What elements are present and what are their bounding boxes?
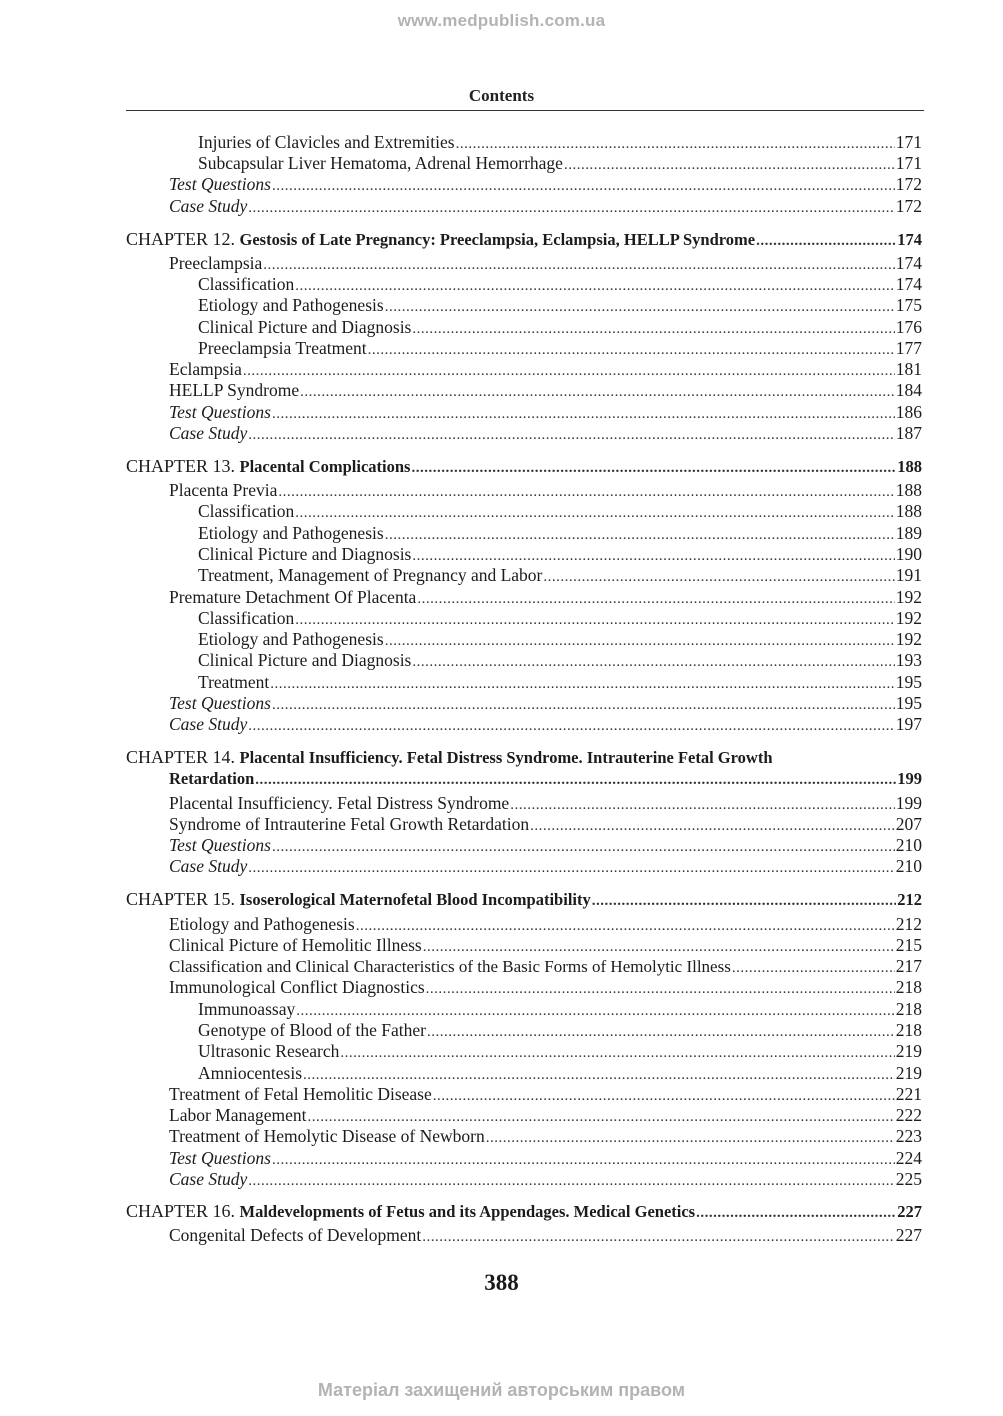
dot-leader bbox=[486, 1128, 895, 1149]
toc-entry[interactable] bbox=[126, 1041, 922, 1062]
page-number: 388 bbox=[484, 1270, 519, 1295]
toc-entry-title: Etiology and Pathogenesis bbox=[198, 629, 384, 649]
running-head: Contents bbox=[468, 86, 535, 105]
toc-entry-title: Premature Detachment Of Placenta bbox=[169, 587, 417, 607]
toc-entry[interactable] bbox=[126, 1084, 922, 1105]
toc-entry-page: 181 bbox=[895, 359, 922, 379]
toc-entry[interactable] bbox=[126, 999, 922, 1020]
toc-entry-title: Genotype of Blood of the Father bbox=[198, 1020, 426, 1040]
toc-entry-page: 218 bbox=[895, 999, 922, 1019]
chapter-14-heading[interactable] bbox=[126, 746, 922, 768]
toc-entry[interactable] bbox=[126, 1225, 922, 1246]
dot-leader bbox=[564, 155, 895, 176]
source-url: www.medpublish.com.ua bbox=[397, 11, 606, 30]
dot-leader bbox=[308, 1107, 895, 1128]
dot-leader bbox=[300, 382, 895, 403]
dot-leader bbox=[530, 816, 895, 837]
toc-entry-page: 192 bbox=[895, 587, 922, 607]
toc-entry[interactable] bbox=[126, 693, 922, 714]
dot-leader bbox=[272, 837, 895, 858]
toc-entry-page: 186 bbox=[895, 402, 922, 422]
toc-entry[interactable] bbox=[126, 1148, 922, 1169]
toc-entry-title: Clinical Picture and Diagnosis bbox=[198, 650, 412, 670]
toc-entry-page: 222 bbox=[895, 1105, 922, 1125]
dot-leader bbox=[412, 652, 894, 673]
toc-entry-title: Injuries of Clavicles and Extremities bbox=[198, 132, 455, 152]
dot-leader bbox=[385, 297, 895, 318]
chapter-page: 199 bbox=[897, 769, 922, 788]
toc-entry-title: Case Study bbox=[169, 1169, 248, 1189]
chapter-12-heading[interactable] bbox=[126, 229, 922, 250]
chapter-title: Gestosis of Late Pregnancy: Preeclampsia, Eclampsia, HELLP Syndrome bbox=[239, 230, 756, 249]
toc-entry[interactable] bbox=[126, 1105, 922, 1126]
toc-entry-page: 192 bbox=[895, 608, 922, 628]
toc-entry[interactable] bbox=[126, 1020, 922, 1041]
toc-entry[interactable] bbox=[126, 1126, 922, 1147]
toc-entry-title: Subcapsular Liver Hematoma, Adrenal Hemorrhage bbox=[198, 153, 563, 173]
chapter-page: 212 bbox=[897, 890, 922, 909]
toc-entry[interactable] bbox=[126, 565, 922, 586]
toc-entry[interactable] bbox=[126, 402, 922, 423]
chapter-label: CHAPTER 13. bbox=[126, 456, 236, 476]
toc-entry[interactable] bbox=[126, 423, 922, 444]
dot-leader bbox=[412, 319, 894, 340]
toc-entry-title: Syndrome of Intrauterine Fetal Growth Retardation bbox=[169, 814, 530, 834]
dot-leader bbox=[592, 891, 897, 912]
chapter-title: Isoserological Maternofetal Blood Incompatibility bbox=[239, 890, 591, 909]
toc-entry-title: Treatment of Hemolytic Disease of Newborn bbox=[169, 1126, 485, 1146]
toc-entry-page: 176 bbox=[895, 317, 922, 337]
toc-entry[interactable] bbox=[126, 480, 922, 501]
toc-entry-title: Placenta Previa bbox=[169, 480, 278, 500]
toc-entry[interactable] bbox=[126, 359, 922, 380]
toc-entry[interactable] bbox=[126, 977, 922, 998]
dot-leader bbox=[423, 937, 895, 958]
toc-entry-page: 174 bbox=[895, 253, 922, 273]
copyright-notice: Матеріал захищений авторським правом bbox=[317, 1380, 686, 1400]
dot-leader bbox=[756, 231, 896, 252]
toc-entry-title: Classification bbox=[198, 608, 295, 628]
toc-entry-page: 188 bbox=[895, 501, 922, 521]
toc-entry-page: 172 bbox=[895, 174, 922, 194]
toc-entry-title: Clinical Picture and Diagnosis bbox=[198, 544, 412, 564]
toc-entry-title: Clinical Picture and Diagnosis bbox=[198, 317, 412, 337]
toc-entry[interactable] bbox=[126, 380, 922, 401]
dot-leader bbox=[368, 340, 895, 361]
toc-entry-title: Classification and Clinical Characteristics of the Basic Forms of Hemolytic Illness bbox=[169, 957, 731, 976]
dot-leader bbox=[263, 255, 894, 276]
toc-entry-page: 191 bbox=[895, 565, 922, 585]
toc-entry-page: 219 bbox=[895, 1063, 922, 1083]
toc-entry[interactable] bbox=[126, 153, 922, 174]
toc-entry-page: 195 bbox=[895, 672, 922, 692]
toc-entry-page: 225 bbox=[895, 1169, 922, 1189]
toc-entry-title: Eclampsia bbox=[169, 359, 242, 379]
toc-entry-page: 174 bbox=[895, 274, 922, 294]
toc-entry-page: 171 bbox=[895, 132, 922, 152]
toc-entry-title: Ultrasonic Research bbox=[198, 1041, 340, 1061]
toc-entry-page: 212 bbox=[895, 914, 922, 934]
dot-leader bbox=[427, 1022, 895, 1043]
toc-entry-title: Immunological Conflict Diagnostics bbox=[169, 977, 425, 997]
toc-entry[interactable] bbox=[126, 544, 922, 565]
dot-leader bbox=[417, 589, 894, 610]
dot-leader bbox=[278, 482, 894, 503]
toc-entry[interactable] bbox=[126, 672, 922, 693]
dot-leader bbox=[270, 674, 894, 695]
dot-leader bbox=[422, 1227, 895, 1248]
chapter-page: 227 bbox=[897, 1202, 922, 1221]
toc-entry-page: 187 bbox=[895, 423, 922, 443]
chapter-title: Maldevelopments of Fetus and its Appendages. Medical Genetics bbox=[239, 1202, 696, 1221]
toc-entry[interactable] bbox=[126, 914, 922, 935]
toc-entry-title: Preeclampsia bbox=[169, 253, 263, 273]
dot-leader bbox=[272, 404, 895, 425]
dot-leader bbox=[356, 916, 895, 937]
toc-entry-page: 190 bbox=[895, 544, 922, 564]
dot-leader bbox=[433, 1086, 895, 1107]
toc-entry[interactable] bbox=[126, 253, 922, 274]
dot-leader bbox=[272, 1150, 895, 1171]
toc-entry[interactable] bbox=[126, 835, 922, 856]
toc-entry-page: 195 bbox=[895, 693, 922, 713]
dot-leader bbox=[296, 1001, 895, 1022]
toc-entry-page: 171 bbox=[895, 153, 922, 173]
toc-entry-title: Test Questions bbox=[169, 1148, 271, 1168]
toc-entry[interactable] bbox=[126, 317, 922, 338]
dot-leader bbox=[340, 1043, 894, 1064]
toc-entry-page: 193 bbox=[895, 650, 922, 670]
toc-entry[interactable] bbox=[126, 174, 922, 195]
dot-leader bbox=[255, 770, 896, 791]
toc-entry[interactable] bbox=[126, 501, 922, 522]
dot-leader bbox=[295, 503, 895, 524]
toc-entry-title: Classification bbox=[198, 274, 295, 294]
chapter-label: CHAPTER 15. bbox=[126, 889, 236, 909]
toc-entry-page: 221 bbox=[895, 1084, 922, 1104]
chapter-page: 174 bbox=[897, 230, 922, 249]
toc-entry-title: Case Study bbox=[169, 423, 248, 443]
dot-leader bbox=[295, 610, 895, 631]
chapter-label: CHAPTER 16. bbox=[126, 1201, 236, 1221]
toc-entry[interactable] bbox=[126, 338, 922, 359]
dot-leader bbox=[412, 546, 894, 567]
toc-entry-title: Test Questions bbox=[169, 174, 271, 194]
toc-entry[interactable] bbox=[126, 1169, 922, 1190]
toc-entry-page: 219 bbox=[895, 1041, 922, 1061]
toc-entry-page: 223 bbox=[895, 1126, 922, 1146]
dot-leader bbox=[385, 525, 895, 546]
toc-entry-title: Labor Management bbox=[169, 1105, 307, 1125]
toc-entry[interactable] bbox=[126, 956, 922, 977]
toc-entry-title: Test Questions bbox=[169, 693, 271, 713]
chapter-16-heading[interactable] bbox=[126, 1201, 922, 1222]
chapter-label: CHAPTER 14. bbox=[126, 747, 236, 767]
toc-entry[interactable] bbox=[126, 793, 922, 814]
toc-entry-title: Test Questions bbox=[169, 402, 271, 422]
dot-leader bbox=[243, 361, 895, 382]
toc-entry-page: 217 bbox=[895, 956, 922, 976]
toc-entry-page: 189 bbox=[895, 523, 922, 543]
dot-leader bbox=[248, 1171, 894, 1192]
toc-entry[interactable] bbox=[126, 608, 922, 629]
dot-leader bbox=[543, 567, 894, 588]
toc-entry-title: Etiology and Pathogenesis bbox=[198, 295, 384, 315]
dot-leader bbox=[248, 198, 894, 219]
chapter-title-line2: Retardation bbox=[169, 769, 255, 788]
toc-entry-title: Amniocentesis bbox=[198, 1063, 303, 1083]
toc-entry[interactable] bbox=[126, 1063, 922, 1084]
dot-leader bbox=[303, 1065, 895, 1086]
toc-entry-page: 175 bbox=[895, 295, 922, 315]
toc-entry-page: 210 bbox=[895, 835, 922, 855]
toc-entry[interactable] bbox=[126, 629, 922, 650]
toc-entry-page: 215 bbox=[895, 935, 922, 955]
dot-leader bbox=[426, 979, 895, 1000]
toc-entry-title: Treatment of Fetal Hemolitic Disease bbox=[169, 1084, 432, 1104]
dot-leader bbox=[385, 631, 895, 652]
toc-entry[interactable] bbox=[126, 814, 922, 835]
dot-leader bbox=[411, 458, 896, 479]
toc-entry[interactable] bbox=[126, 132, 922, 153]
toc-entry[interactable] bbox=[126, 650, 922, 671]
chapter-label: CHAPTER 12. bbox=[126, 229, 236, 249]
chapter-15-heading[interactable] bbox=[126, 889, 922, 910]
dot-leader bbox=[732, 958, 895, 979]
toc-entry-title: Immunoassay bbox=[198, 999, 296, 1019]
toc-entry-title: Case Study bbox=[169, 714, 248, 734]
chapter-title: Placental Complications bbox=[239, 457, 411, 476]
toc-entry-title: Congenital Defects of Development bbox=[169, 1225, 422, 1245]
dot-leader bbox=[295, 276, 895, 297]
toc-entry-page: 207 bbox=[895, 814, 922, 834]
toc-entry[interactable] bbox=[126, 295, 922, 316]
toc-entry-title: Case Study bbox=[169, 196, 248, 216]
toc-entry-title: Case Study bbox=[169, 856, 248, 876]
toc-entry-title: Classification bbox=[198, 501, 295, 521]
toc-entry-page: 199 bbox=[895, 793, 922, 813]
dot-leader bbox=[272, 176, 895, 197]
toc-entry-title: Etiology and Pathogenesis bbox=[198, 523, 384, 543]
toc-entry[interactable] bbox=[126, 856, 922, 877]
toc-entry-page: 177 bbox=[895, 338, 922, 358]
dot-leader bbox=[248, 425, 894, 446]
dot-leader bbox=[456, 134, 895, 155]
dot-leader bbox=[248, 716, 894, 737]
header-rule bbox=[126, 110, 924, 111]
toc-entry-title: Treatment bbox=[198, 672, 270, 692]
toc-entry-title: Etiology and Pathogenesis bbox=[169, 914, 355, 934]
toc-entry-title: Preeclampsia Treatment bbox=[198, 338, 367, 358]
toc-entry-title: Clinical Picture of Hemolitic Illness bbox=[169, 935, 422, 955]
toc-entry-page: 184 bbox=[895, 380, 922, 400]
toc-entry-page: 210 bbox=[895, 856, 922, 876]
toc-entry-page: 227 bbox=[895, 1225, 922, 1245]
toc-entry-title: Treatment, Management of Pregnancy and Labor bbox=[198, 565, 543, 585]
dot-leader bbox=[248, 858, 894, 879]
chapter-14-heading-cont[interactable] bbox=[126, 768, 922, 789]
toc-entry[interactable] bbox=[126, 196, 922, 217]
toc-entry-page: 224 bbox=[895, 1148, 922, 1168]
toc-entry-page: 192 bbox=[895, 629, 922, 649]
toc-entry[interactable] bbox=[126, 935, 922, 956]
toc-entry-title: Test Questions bbox=[169, 835, 271, 855]
toc-entry-page: 197 bbox=[895, 714, 922, 734]
toc-entry-page: 188 bbox=[895, 480, 922, 500]
toc-entry-page: 218 bbox=[895, 977, 922, 997]
dot-leader bbox=[696, 1203, 896, 1224]
chapter-page: 188 bbox=[897, 457, 922, 476]
toc-entry[interactable] bbox=[126, 587, 922, 608]
toc-entry[interactable] bbox=[126, 714, 922, 735]
toc-entry[interactable] bbox=[126, 523, 922, 544]
toc-entry-title: Placental Insufficiency. Fetal Distress Syndrome bbox=[169, 793, 510, 813]
toc-entry[interactable] bbox=[126, 274, 922, 295]
toc-entry-page: 172 bbox=[895, 196, 922, 216]
chapter-13-heading[interactable] bbox=[126, 456, 922, 477]
dot-leader bbox=[272, 695, 895, 716]
dot-leader bbox=[510, 795, 895, 816]
chapter-title-line1: Placental Insufficiency. Fetal Distress Syndrome. Intrauterine Fetal Growth bbox=[239, 748, 773, 767]
toc-entry-title: HELLP Syndrome bbox=[169, 380, 300, 400]
toc-entry-page: 218 bbox=[895, 1020, 922, 1040]
